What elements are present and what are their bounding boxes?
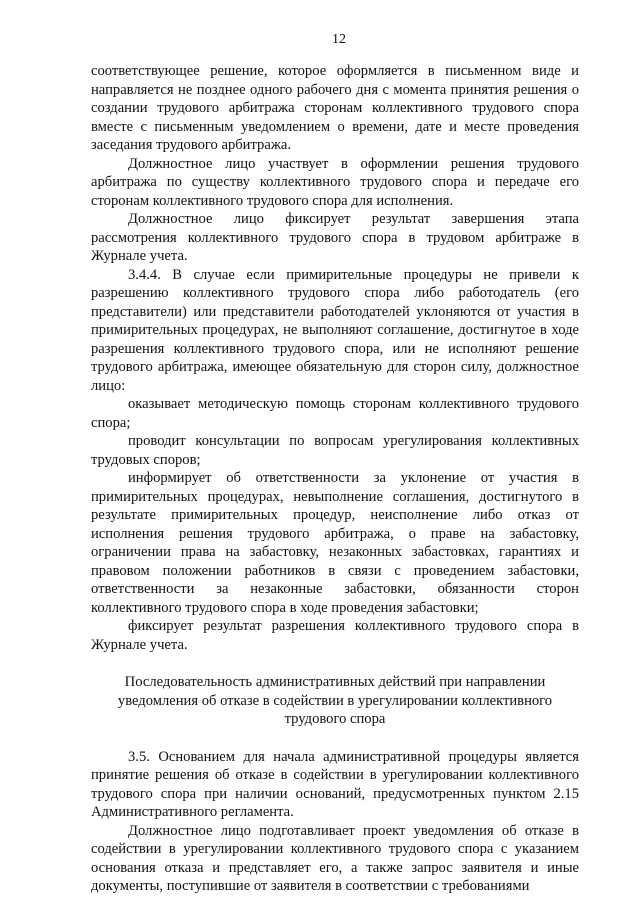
paragraph: Должностное лицо фиксирует результат завершения этапа рассмотрения коллективного трудового спора в трудовом арбитраже в Журнале учета. bbox=[91, 211, 579, 264]
page-number: 12 bbox=[332, 32, 346, 47]
paragraph: фиксирует результат разрешения коллективного трудового спора в Журнале учета. bbox=[91, 618, 579, 653]
paragraph: Должностное лицо подготавливает проект уведомления об отказе в содействии в урегулировании коллективного трудового спора с указанием основания отказа и представляет его, а также запрос заявителя и иные документы, поступившие от заявителя в соответствии с требованиями bbox=[91, 822, 579, 894]
body-text-bottom bbox=[91, 748, 579, 896]
paragraph: Должностное лицо участвует в оформлении решения трудового арбитража по существу коллективного трудового спора и передаче его сторонам коллективного трудового спора для исполнения. bbox=[91, 155, 579, 209]
body-text-top bbox=[91, 62, 579, 654]
paragraph: информирует об ответственности за уклонение от участия в примирительных процедурах, невыполнение соглашения, достигнутого в результате примирительных процедур, неисполнение либо отказ от исполнения решения трудового арбитража, о праве на забастовку, ограничении права на забастовку, незаконных забастовках, гарантиях и правовом положении работников в связи с проведением забастовки, ответственности за незаконные забастовки, обязанности сторон коллективного трудового спора в ходе проведения забастовки; bbox=[91, 470, 579, 616]
section-heading: Последовательность административных действий при направлении уведомления об отказе в содействии в урегулировании коллективного трудового спора bbox=[117, 674, 553, 727]
paragraph: проводит консультации по вопросам урегулирования коллективных трудовых споров; bbox=[91, 433, 579, 468]
paragraph: соответствующее решение, которое оформляется в письменном виде и направляется не позднее одного рабочего дня с момента принятия решения о создании трудового арбитража сторонам коллективного трудового спора вместе с письменным уведомлением о времени, дате и месте проведения заседания трудового арбитража. bbox=[91, 63, 579, 153]
paragraph: 3.5. Основанием для начала административной процедуры является принятие решения об отказе в содействии в урегулировании коллективного трудового спора при наличии оснований, предусмотренных пунктом 2.15 Административного регламента. bbox=[91, 748, 579, 820]
paragraph: 3.4.4. В случае если примирительные процедуры не привели к разрешению коллективного трудового спора либо работодатель (его представители) или представители работодателей уклоняются от участия в примирительных процедурах, не выполняют соглашение, достигнутое в ходе разрешения коллективного трудового спора, или не исполняют решение трудового арбитража, имеющее обязательную для сторон силу, должностное лицо: bbox=[91, 266, 579, 394]
paragraph: оказывает методическую помощь сторонам коллективного трудового спора; bbox=[91, 396, 579, 431]
